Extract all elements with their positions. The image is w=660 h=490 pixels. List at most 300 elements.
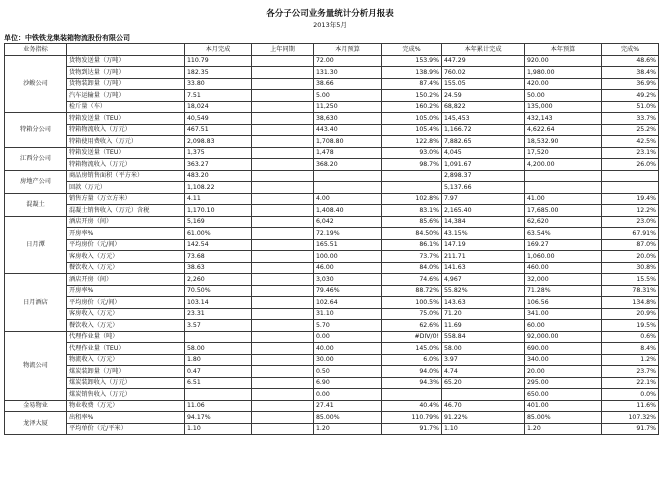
year-budget-cell: 85.00% xyxy=(525,412,602,424)
ytd-cell: 143.63 xyxy=(442,297,525,309)
year-budget-cell: 295.00 xyxy=(525,377,602,389)
month-percent-cell xyxy=(382,389,442,401)
column-header: 完成% xyxy=(382,44,442,56)
table-row xyxy=(5,308,659,320)
year-budget-cell: 135,000 xyxy=(525,101,602,113)
month-percent-cell: 85.6% xyxy=(382,216,442,228)
year-budget-cell: 432,143 xyxy=(525,113,602,125)
year-percent-cell: 51.0% xyxy=(602,101,659,113)
year-percent-cell: 25.2% xyxy=(602,124,659,136)
table-row xyxy=(5,423,659,435)
month-percent-cell: 84.50% xyxy=(382,228,442,240)
ytd-cell: 7.97 xyxy=(442,193,525,205)
table-row xyxy=(5,124,659,136)
table-row xyxy=(5,389,659,401)
current-month-cell: 1,170.10 xyxy=(185,205,252,217)
last-year-cell xyxy=(252,423,314,435)
table-row xyxy=(5,182,659,194)
metric-name-cell: 货物到达量（万吨） xyxy=(67,67,185,79)
month-budget-cell: 1,408.40 xyxy=(314,205,382,217)
month-budget-cell: 38.66 xyxy=(314,78,382,90)
year-percent-cell: 1.2% xyxy=(602,354,659,366)
year-budget-cell: 420.00 xyxy=(525,78,602,90)
table-row xyxy=(5,101,659,113)
month-percent-cell: 6.0% xyxy=(382,354,442,366)
ytd-cell: 558.84 xyxy=(442,331,525,343)
year-budget-cell: 690.00 xyxy=(525,343,602,355)
table-row xyxy=(5,377,659,389)
ytd-cell: 7,882.65 xyxy=(442,136,525,148)
month-budget-cell: 1,708.80 xyxy=(314,136,382,148)
table-row xyxy=(5,216,659,228)
ytd-cell: 71.20 xyxy=(442,308,525,320)
metric-name-cell: 代理作业量（吨） xyxy=(67,331,185,343)
month-percent-cell: 105.4% xyxy=(382,124,442,136)
table-row xyxy=(5,193,659,205)
metric-name-cell: 特箱物流收入（万元） xyxy=(67,159,185,171)
year-percent-cell: 107.32% xyxy=(602,412,659,424)
metric-name-cell: 物流收入（万元） xyxy=(67,354,185,366)
table-row xyxy=(5,285,659,297)
last-year-cell xyxy=(252,400,314,412)
month-budget-cell: 1.20 xyxy=(314,423,382,435)
statistics-table xyxy=(4,43,659,435)
unit-label: 单位：中铁铁龙集装箱物流股份有限公司 xyxy=(4,34,130,42)
year-percent-cell: 20.9% xyxy=(602,308,659,320)
current-month-cell: 1,375 xyxy=(185,147,252,159)
month-budget-cell: 5.70 xyxy=(314,320,382,332)
ytd-cell: 4,967 xyxy=(442,274,525,286)
table-row xyxy=(5,320,659,332)
ytd-cell: 4.74 xyxy=(442,366,525,378)
metric-name-cell: 货物发送量（万吨） xyxy=(67,55,185,67)
month-budget-cell: 3,030 xyxy=(314,274,382,286)
month-percent-cell: 160.2% xyxy=(382,101,442,113)
metric-name-cell: 平均房价（元/间） xyxy=(67,297,185,309)
year-budget-cell: 32,000 xyxy=(525,274,602,286)
metric-name-cell: 餐饮收入（万元） xyxy=(67,320,185,332)
metric-name-cell: 特箱使用费收入（万元） xyxy=(67,136,185,148)
metric-name-cell: 回款（万元） xyxy=(67,182,185,194)
year-percent-cell: 19.5% xyxy=(602,320,659,332)
last-year-cell xyxy=(252,239,314,251)
ytd-cell: 141.63 xyxy=(442,262,525,274)
current-month-cell: 61.00% xyxy=(185,228,252,240)
table-row xyxy=(5,78,659,90)
year-percent-cell: 87.0% xyxy=(602,239,659,251)
current-month-cell: 7.51 xyxy=(185,90,252,102)
year-budget-cell: 1,980.00 xyxy=(525,67,602,79)
month-budget-cell: 1,478 xyxy=(314,147,382,159)
year-budget-cell: 18,532.90 xyxy=(525,136,602,148)
year-percent-cell: 48.6% xyxy=(602,55,659,67)
group-name-cell: 沙鲅公司 xyxy=(5,55,67,113)
last-year-cell xyxy=(252,251,314,263)
ytd-cell: 24.59 xyxy=(442,90,525,102)
current-month-cell: 1.10 xyxy=(185,423,252,435)
ytd-cell: 46.70 xyxy=(442,400,525,412)
column-header: 本年累计完成 xyxy=(442,44,525,56)
metric-name-cell: 客房收入（万元） xyxy=(67,308,185,320)
month-percent-cell: 73.7% xyxy=(382,251,442,263)
metric-name-cell: 物业收费（万元） xyxy=(67,400,185,412)
current-month-cell: 1,108.22 xyxy=(185,182,252,194)
table-row xyxy=(5,90,659,102)
month-percent-cell: 87.4% xyxy=(382,78,442,90)
group-name-cell: 物流公司 xyxy=(5,331,67,400)
current-month-cell xyxy=(185,389,252,401)
metric-name-cell: 客房收入（万元） xyxy=(67,251,185,263)
last-year-cell xyxy=(252,78,314,90)
year-budget-cell: 92,000.00 xyxy=(525,331,602,343)
year-budget-cell: 63.54% xyxy=(525,228,602,240)
current-month-cell: 0.47 xyxy=(185,366,252,378)
last-year-cell xyxy=(252,308,314,320)
current-month-cell: 38.63 xyxy=(185,262,252,274)
ytd-cell: 3.97 xyxy=(442,354,525,366)
month-budget-cell: 46.00 xyxy=(314,262,382,274)
month-percent-cell: 110.79% xyxy=(382,412,442,424)
month-percent-cell: 100.5% xyxy=(382,297,442,309)
ytd-cell: 145,453 xyxy=(442,113,525,125)
month-percent-cell: 91.7% xyxy=(382,423,442,435)
current-month-cell: 33.80 xyxy=(185,78,252,90)
year-percent-cell: 15.5% xyxy=(602,274,659,286)
current-month-cell: 110.79 xyxy=(185,55,252,67)
ytd-cell: 2,898.37 xyxy=(442,170,525,182)
column-header: 业务指标 xyxy=(5,44,67,56)
month-percent-cell: 88.72% xyxy=(382,285,442,297)
metric-name-cell: 酒店开房（间） xyxy=(67,274,185,286)
year-percent-cell: 19.4% xyxy=(602,193,659,205)
metric-name-cell: 平均房价（元/间） xyxy=(67,239,185,251)
year-percent-cell: 0.0% xyxy=(602,389,659,401)
year-budget-cell: 62,620 xyxy=(525,216,602,228)
last-year-cell xyxy=(252,205,314,217)
year-budget-cell: 1.20 xyxy=(525,423,602,435)
month-budget-cell: 72.00 xyxy=(314,55,382,67)
metric-name-cell: 出租率% xyxy=(67,412,185,424)
column-header: 上年同期 xyxy=(252,44,314,56)
report-title: 各分子公司业务量统计分析月报表 xyxy=(266,9,394,19)
metric-name-cell: 货物装卸量（万吨） xyxy=(67,78,185,90)
metric-name-cell: 煤炭装卸收入（万元） xyxy=(67,377,185,389)
month-percent-cell: 105.0% xyxy=(382,113,442,125)
last-year-cell xyxy=(252,354,314,366)
metric-name-cell: 代理作业量（TEU） xyxy=(67,343,185,355)
table-row xyxy=(5,366,659,378)
year-budget-cell: 341.00 xyxy=(525,308,602,320)
month-percent-cell: #DIV/0! xyxy=(382,331,442,343)
group-name-cell: 房地产公司 xyxy=(5,170,67,193)
table-row xyxy=(5,239,659,251)
month-percent-cell: 86.1% xyxy=(382,239,442,251)
month-budget-cell: 102.64 xyxy=(314,297,382,309)
table-row xyxy=(5,136,659,148)
metric-name-cell: 平均单价（元/平米） xyxy=(67,423,185,435)
month-budget-cell: 6.90 xyxy=(314,377,382,389)
current-month-cell: 103.14 xyxy=(185,297,252,309)
month-budget-cell: 72.19% xyxy=(314,228,382,240)
ytd-cell: 5,137.66 xyxy=(442,182,525,194)
metric-name-cell: 汽车运输量（万吨） xyxy=(67,90,185,102)
table-row xyxy=(5,170,659,182)
metric-name-cell: 商品房销售面积（平方米） xyxy=(67,170,185,182)
ytd-cell: 14,384 xyxy=(442,216,525,228)
month-budget-cell: 31.10 xyxy=(314,308,382,320)
ytd-cell: 55.82% xyxy=(442,285,525,297)
column-header: 本年预算 xyxy=(525,44,602,56)
last-year-cell xyxy=(252,228,314,240)
month-budget-cell: 368.20 xyxy=(314,159,382,171)
table-row xyxy=(5,55,659,67)
current-month-cell: 73.68 xyxy=(185,251,252,263)
current-month-cell: 2,098.83 xyxy=(185,136,252,148)
month-budget-cell xyxy=(314,182,382,194)
column-header xyxy=(67,44,185,56)
month-percent-cell: 138.9% xyxy=(382,67,442,79)
year-percent-cell: 30.8% xyxy=(602,262,659,274)
year-budget-cell: 169.27 xyxy=(525,239,602,251)
month-percent-cell: 40.4% xyxy=(382,400,442,412)
current-month-cell: 94.17% xyxy=(185,412,252,424)
ytd-cell: 68,822 xyxy=(442,101,525,113)
year-percent-cell: 49.2% xyxy=(602,90,659,102)
month-percent-cell: 94.3% xyxy=(382,377,442,389)
ytd-cell: 155.05 xyxy=(442,78,525,90)
month-percent-cell: 102.8% xyxy=(382,193,442,205)
last-year-cell xyxy=(252,101,314,113)
last-year-cell xyxy=(252,124,314,136)
group-name-cell: 日月酒店 xyxy=(5,274,67,332)
month-budget-cell xyxy=(314,170,382,182)
month-percent-cell: 122.8% xyxy=(382,136,442,148)
current-month-cell: 142.54 xyxy=(185,239,252,251)
month-percent-cell: 83.1% xyxy=(382,205,442,217)
table-row xyxy=(5,343,659,355)
current-month-cell: 1.80 xyxy=(185,354,252,366)
ytd-cell xyxy=(442,389,525,401)
group-name-cell: 江西分公司 xyxy=(5,147,67,170)
ytd-cell: 1.10 xyxy=(442,423,525,435)
year-budget-cell xyxy=(525,170,602,182)
year-budget-cell: 17,685.00 xyxy=(525,205,602,217)
metric-name-cell: 特箱发送量（TEU） xyxy=(67,147,185,159)
last-year-cell xyxy=(252,67,314,79)
month-percent-cell: 145.0% xyxy=(382,343,442,355)
year-percent-cell: 78.31% xyxy=(602,285,659,297)
last-year-cell xyxy=(252,366,314,378)
current-month-cell: 11.06 xyxy=(185,400,252,412)
last-year-cell xyxy=(252,274,314,286)
month-budget-cell: 27.41 xyxy=(314,400,382,412)
current-month-cell: 483.20 xyxy=(185,170,252,182)
column-header: 本月预算 xyxy=(314,44,382,56)
year-percent-cell: 20.0% xyxy=(602,251,659,263)
year-budget-cell: 50.00 xyxy=(525,90,602,102)
year-budget-cell: 1,060.00 xyxy=(525,251,602,263)
month-budget-cell: 85.00% xyxy=(314,412,382,424)
year-budget-cell: 340.00 xyxy=(525,354,602,366)
year-budget-cell: 4,622.64 xyxy=(525,124,602,136)
table-row xyxy=(5,400,659,412)
metric-name-cell: 开房率% xyxy=(67,285,185,297)
table-row xyxy=(5,147,659,159)
month-budget-cell: 30.00 xyxy=(314,354,382,366)
year-budget-cell: 401.00 xyxy=(525,400,602,412)
table-row xyxy=(5,297,659,309)
year-percent-cell: 38.4% xyxy=(602,67,659,79)
ytd-cell: 11.69 xyxy=(442,320,525,332)
current-month-cell: 182.35 xyxy=(185,67,252,79)
table-row xyxy=(5,262,659,274)
ytd-cell: 2,165.40 xyxy=(442,205,525,217)
last-year-cell xyxy=(252,55,314,67)
current-month-cell: 70.50% xyxy=(185,285,252,297)
last-year-cell xyxy=(252,343,314,355)
group-name-cell: 混凝土 xyxy=(5,193,67,216)
year-percent-cell: 22.1% xyxy=(602,377,659,389)
current-month-cell: 467.51 xyxy=(185,124,252,136)
last-year-cell xyxy=(252,297,314,309)
month-percent-cell xyxy=(382,182,442,194)
table-row xyxy=(5,228,659,240)
year-budget-cell: 17,520 xyxy=(525,147,602,159)
last-year-cell xyxy=(252,389,314,401)
month-percent-cell: 93.0% xyxy=(382,147,442,159)
group-name-cell: 日月潭 xyxy=(5,216,67,274)
last-year-cell xyxy=(252,331,314,343)
last-year-cell xyxy=(252,320,314,332)
year-percent-cell: 91.7% xyxy=(602,423,659,435)
current-month-cell: 58.00 xyxy=(185,343,252,355)
year-budget-cell: 106.56 xyxy=(525,297,602,309)
month-budget-cell: 165.51 xyxy=(314,239,382,251)
last-year-cell xyxy=(252,113,314,125)
year-percent-cell: 36.9% xyxy=(602,78,659,90)
month-budget-cell: 0.00 xyxy=(314,389,382,401)
ytd-cell: 91.22% xyxy=(442,412,525,424)
year-budget-cell: 41.00 xyxy=(525,193,602,205)
month-budget-cell: 40.00 xyxy=(314,343,382,355)
ytd-cell: 147.19 xyxy=(442,239,525,251)
month-percent-cell: 74.6% xyxy=(382,274,442,286)
year-percent-cell: 8.4% xyxy=(602,343,659,355)
year-budget-cell: 60.00 xyxy=(525,320,602,332)
month-budget-cell: 0.00 xyxy=(314,331,382,343)
year-percent-cell: 23.1% xyxy=(602,147,659,159)
metric-name-cell: 特箱物流收入（万元） xyxy=(67,124,185,136)
metric-name-cell: 餐饮收入（万元） xyxy=(67,262,185,274)
metric-name-cell: 销售方量（万立方米） xyxy=(67,193,185,205)
ytd-cell: 65.20 xyxy=(442,377,525,389)
metric-name-cell: 煤炭销售收入（万元） xyxy=(67,389,185,401)
year-budget-cell: 650.00 xyxy=(525,389,602,401)
month-budget-cell: 0.50 xyxy=(314,366,382,378)
month-percent-cell: 98.7% xyxy=(382,159,442,171)
month-budget-cell: 100.00 xyxy=(314,251,382,263)
month-budget-cell: 443.40 xyxy=(314,124,382,136)
last-year-cell xyxy=(252,216,314,228)
table-row xyxy=(5,412,659,424)
table-row xyxy=(5,251,659,263)
metric-name-cell: 检斤量（车） xyxy=(67,101,185,113)
table-row xyxy=(5,331,659,343)
month-budget-cell: 11,250 xyxy=(314,101,382,113)
year-percent-cell: 26.0% xyxy=(602,159,659,171)
current-month-cell: 18,024 xyxy=(185,101,252,113)
table-row xyxy=(5,274,659,286)
month-percent-cell xyxy=(382,170,442,182)
last-year-cell xyxy=(252,159,314,171)
year-percent-cell: 23.0% xyxy=(602,216,659,228)
header-row xyxy=(5,44,659,56)
year-percent-cell: 134.8% xyxy=(602,297,659,309)
column-header: 完成% xyxy=(602,44,659,56)
current-month-cell: 5,169 xyxy=(185,216,252,228)
month-budget-cell: 38,630 xyxy=(314,113,382,125)
year-percent-cell: 42.5% xyxy=(602,136,659,148)
year-budget-cell: 20.00 xyxy=(525,366,602,378)
year-percent-cell: 67.91% xyxy=(602,228,659,240)
column-header: 本月完成 xyxy=(185,44,252,56)
metric-name-cell: 开房率% xyxy=(67,228,185,240)
report-date: 2013年5月 xyxy=(313,21,347,29)
current-month-cell: 40,549 xyxy=(185,113,252,125)
year-percent-cell: 23.7% xyxy=(602,366,659,378)
month-budget-cell: 4.00 xyxy=(314,193,382,205)
current-month-cell: 363.27 xyxy=(185,159,252,171)
table-row xyxy=(5,354,659,366)
month-budget-cell: 131.30 xyxy=(314,67,382,79)
last-year-cell xyxy=(252,147,314,159)
current-month-cell: 23.31 xyxy=(185,308,252,320)
year-percent-cell: 0.6% xyxy=(602,331,659,343)
month-percent-cell: 153.9% xyxy=(382,55,442,67)
metric-name-cell: 特箱发送量（TEU） xyxy=(67,113,185,125)
table-row xyxy=(5,159,659,171)
year-budget-cell xyxy=(525,182,602,194)
month-percent-cell: 84.0% xyxy=(382,262,442,274)
year-budget-cell: 71.28% xyxy=(525,285,602,297)
current-month-cell: 6.51 xyxy=(185,377,252,389)
last-year-cell xyxy=(252,193,314,205)
last-year-cell xyxy=(252,377,314,389)
group-name-cell: 龙泽大厦 xyxy=(5,412,67,435)
current-month-cell: 2,260 xyxy=(185,274,252,286)
last-year-cell xyxy=(252,136,314,148)
ytd-cell: 760.02 xyxy=(442,67,525,79)
ytd-cell: 58.00 xyxy=(442,343,525,355)
month-percent-cell: 150.2% xyxy=(382,90,442,102)
last-year-cell xyxy=(252,412,314,424)
month-budget-cell: 6,042 xyxy=(314,216,382,228)
current-month-cell: 3.57 xyxy=(185,320,252,332)
month-percent-cell: 62.6% xyxy=(382,320,442,332)
last-year-cell xyxy=(252,285,314,297)
table-row xyxy=(5,205,659,217)
year-percent-cell: 33.7% xyxy=(602,113,659,125)
year-percent-cell: 12.2% xyxy=(602,205,659,217)
group-name-cell: 特箱分公司 xyxy=(5,113,67,148)
year-budget-cell: 920.00 xyxy=(525,55,602,67)
year-percent-cell xyxy=(602,182,659,194)
ytd-cell: 211.71 xyxy=(442,251,525,263)
ytd-cell: 43.15% xyxy=(442,228,525,240)
year-budget-cell: 4,200.00 xyxy=(525,159,602,171)
month-percent-cell: 94.0% xyxy=(382,366,442,378)
year-percent-cell xyxy=(602,170,659,182)
